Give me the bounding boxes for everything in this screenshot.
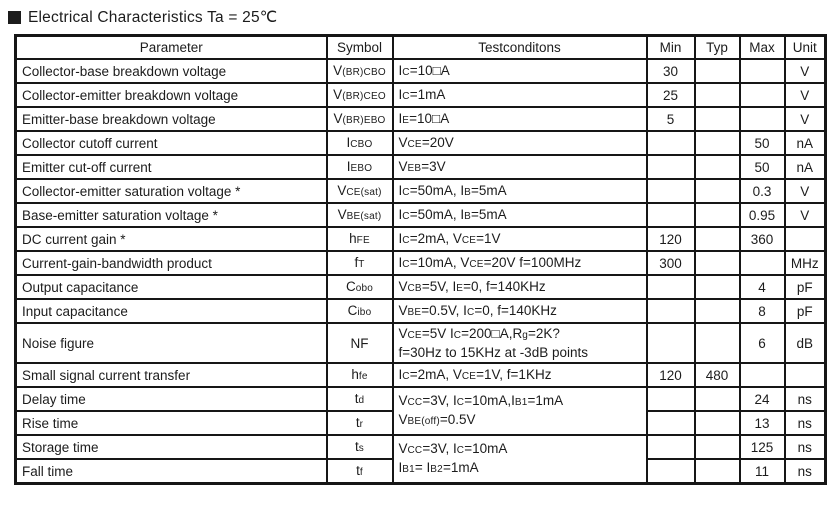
unit-cell: V xyxy=(785,59,826,83)
min-cell: 120 xyxy=(647,227,695,251)
test-conditions-cell: IC=50mA, IB=5mA xyxy=(393,179,647,203)
parameter-cell: Noise figure xyxy=(16,323,327,363)
square-bullet-icon xyxy=(8,11,21,24)
min-cell xyxy=(647,179,695,203)
test-conditions-cell: IC=1mA xyxy=(393,83,647,107)
max-cell: 50 xyxy=(740,155,785,179)
unit-cell: V xyxy=(785,107,826,131)
max-cell: 6 xyxy=(740,323,785,363)
table-row xyxy=(16,275,826,299)
electrical-characteristics-table xyxy=(14,34,827,485)
max-cell: 4 xyxy=(740,275,785,299)
header-row xyxy=(16,36,826,60)
typ-cell xyxy=(695,387,740,411)
unit-cell: ns xyxy=(785,435,826,459)
max-cell: 24 xyxy=(740,387,785,411)
max-cell xyxy=(740,107,785,131)
min-cell xyxy=(647,435,695,459)
col-header-parameter: Parameter xyxy=(16,36,327,60)
col-header-symbol: Symbol xyxy=(327,36,393,60)
unit-cell: dB xyxy=(785,323,826,363)
table-row xyxy=(16,83,826,107)
table-row xyxy=(16,203,826,227)
col-header-typ: Typ xyxy=(695,36,740,60)
typ-cell: 480 xyxy=(695,363,740,387)
min-cell: 30 xyxy=(647,59,695,83)
min-cell xyxy=(647,323,695,363)
parameter-cell: Collector-base breakdown voltage xyxy=(16,59,327,83)
typ-cell xyxy=(695,459,740,484)
symbol-cell: V(BR)EBO xyxy=(327,107,393,131)
test-conditions-cell: VEB=3V xyxy=(393,155,647,179)
parameter-cell: Current-gain-bandwidth product xyxy=(16,251,327,275)
symbol-cell: hfe xyxy=(327,363,393,387)
unit-cell: nA xyxy=(785,131,826,155)
min-cell xyxy=(647,131,695,155)
table-row xyxy=(16,387,826,411)
typ-cell xyxy=(695,155,740,179)
unit-cell: MHz xyxy=(785,251,826,275)
max-cell: 50 xyxy=(740,131,785,155)
parameter-cell: Base-emitter saturation voltage * xyxy=(16,203,327,227)
parameter-cell: Output capacitance xyxy=(16,275,327,299)
max-cell: 8 xyxy=(740,299,785,323)
table-row xyxy=(16,155,826,179)
typ-cell xyxy=(695,107,740,131)
table-row xyxy=(16,227,826,251)
table-row xyxy=(16,179,826,203)
typ-cell xyxy=(695,203,740,227)
table-row xyxy=(16,363,826,387)
symbol-cell: tr xyxy=(327,411,393,435)
section-title xyxy=(8,8,838,27)
unit-cell: V xyxy=(785,179,826,203)
test-conditions-cell: VCE=20V xyxy=(393,131,647,155)
symbol-cell: NF xyxy=(327,323,393,363)
parameter-cell: Rise time xyxy=(16,411,327,435)
unit-cell: ns xyxy=(785,459,826,484)
typ-cell xyxy=(695,251,740,275)
col-header-unit: Unit xyxy=(785,36,826,60)
test-conditions-cell: IC=2mA, VCE=1V, f=1KHz xyxy=(393,363,647,387)
typ-cell xyxy=(695,411,740,435)
typ-cell xyxy=(695,323,740,363)
unit-cell: ns xyxy=(785,387,826,411)
max-cell: 125 xyxy=(740,435,785,459)
parameter-cell: Collector cutoff current xyxy=(16,131,327,155)
table-row xyxy=(16,131,826,155)
test-conditions-cell: VBE=0.5V, IC=0, f=140KHz xyxy=(393,299,647,323)
min-cell: 300 xyxy=(647,251,695,275)
min-cell xyxy=(647,203,695,227)
max-cell: 13 xyxy=(740,411,785,435)
test-conditions-cell: VCC=3V, IC=10mA IB1= IB2=1mA xyxy=(393,435,647,484)
symbol-cell: ts xyxy=(327,435,393,459)
symbol-cell: ICBO xyxy=(327,131,393,155)
symbol-cell: Cibo xyxy=(327,299,393,323)
max-cell: 360 xyxy=(740,227,785,251)
test-conditions-cell: IC=50mA, IB=5mA xyxy=(393,203,647,227)
parameter-cell: Input capacitance xyxy=(16,299,327,323)
test-conditions-cell: VCB=5V, IE=0, f=140KHz xyxy=(393,275,647,299)
min-cell xyxy=(647,299,695,323)
max-cell xyxy=(740,59,785,83)
min-cell xyxy=(647,459,695,484)
parameter-cell: Emitter cut-off current xyxy=(16,155,327,179)
test-conditions-cell: IE=10□A xyxy=(393,107,647,131)
table-row xyxy=(16,251,826,275)
typ-cell xyxy=(695,59,740,83)
min-cell: 25 xyxy=(647,83,695,107)
symbol-cell: tf xyxy=(327,459,393,484)
test-conditions-cell: IC=10□A xyxy=(393,59,647,83)
parameter-cell: Collector-emitter breakdown voltage xyxy=(16,83,327,107)
parameter-cell: Small signal current transfer xyxy=(16,363,327,387)
unit-cell: nA xyxy=(785,155,826,179)
symbol-cell: V(BR)CBO xyxy=(327,59,393,83)
symbol-cell: fT xyxy=(327,251,393,275)
parameter-cell: Collector-emitter saturation voltage * xyxy=(16,179,327,203)
min-cell: 120 xyxy=(647,363,695,387)
symbol-cell: hFE xyxy=(327,227,393,251)
typ-cell xyxy=(695,227,740,251)
table-row xyxy=(16,59,826,83)
parameter-cell: Emitter-base breakdown voltage xyxy=(16,107,327,131)
typ-cell xyxy=(695,435,740,459)
symbol-cell: VBE(sat) xyxy=(327,203,393,227)
test-conditions-cell: IC=10mA, VCE=20V f=100MHz xyxy=(393,251,647,275)
symbol-cell: td xyxy=(327,387,393,411)
typ-cell xyxy=(695,299,740,323)
symbol-cell: V(BR)CEO xyxy=(327,83,393,107)
max-cell xyxy=(740,363,785,387)
col-header-min: Min xyxy=(647,36,695,60)
symbol-cell: IEBO xyxy=(327,155,393,179)
parameter-cell: Storage time xyxy=(16,435,327,459)
unit-cell: pF xyxy=(785,275,826,299)
min-cell xyxy=(647,275,695,299)
min-cell xyxy=(647,387,695,411)
table-row xyxy=(16,435,826,459)
typ-cell xyxy=(695,275,740,299)
min-cell: 5 xyxy=(647,107,695,131)
symbol-cell: VCE(sat) xyxy=(327,179,393,203)
page-title: Electrical Characteristics Ta = 25℃ xyxy=(28,9,278,26)
typ-cell xyxy=(695,131,740,155)
max-cell: 0.3 xyxy=(740,179,785,203)
symbol-cell: Cobo xyxy=(327,275,393,299)
unit-cell xyxy=(785,363,826,387)
unit-cell: ns xyxy=(785,411,826,435)
typ-cell xyxy=(695,83,740,107)
col-header-max: Max xyxy=(740,36,785,60)
table-row xyxy=(16,299,826,323)
table-row xyxy=(16,107,826,131)
max-cell xyxy=(740,251,785,275)
parameter-cell: Fall time xyxy=(16,459,327,484)
unit-cell: V xyxy=(785,83,826,107)
unit-cell xyxy=(785,227,826,251)
parameter-cell: Delay time xyxy=(16,387,327,411)
max-cell xyxy=(740,83,785,107)
table-body xyxy=(16,59,826,484)
max-cell: 11 xyxy=(740,459,785,484)
min-cell xyxy=(647,155,695,179)
unit-cell: V xyxy=(785,203,826,227)
typ-cell xyxy=(695,179,740,203)
max-cell: 0.95 xyxy=(740,203,785,227)
unit-cell: pF xyxy=(785,299,826,323)
test-conditions-cell: VCC=3V, IC=10mA,IB1=1mA VBE(off)=0.5V xyxy=(393,387,647,435)
test-conditions-cell: IC=2mA, VCE=1V xyxy=(393,227,647,251)
parameter-cell: DC current gain * xyxy=(16,227,327,251)
test-conditions-cell: VCE=5V IC=200□A,Rg=2K? f=30Hz to 15KHz at -3dB points xyxy=(393,323,647,363)
table-row xyxy=(16,323,826,363)
min-cell xyxy=(647,411,695,435)
col-header-testconditions: Testconditons xyxy=(393,36,647,60)
